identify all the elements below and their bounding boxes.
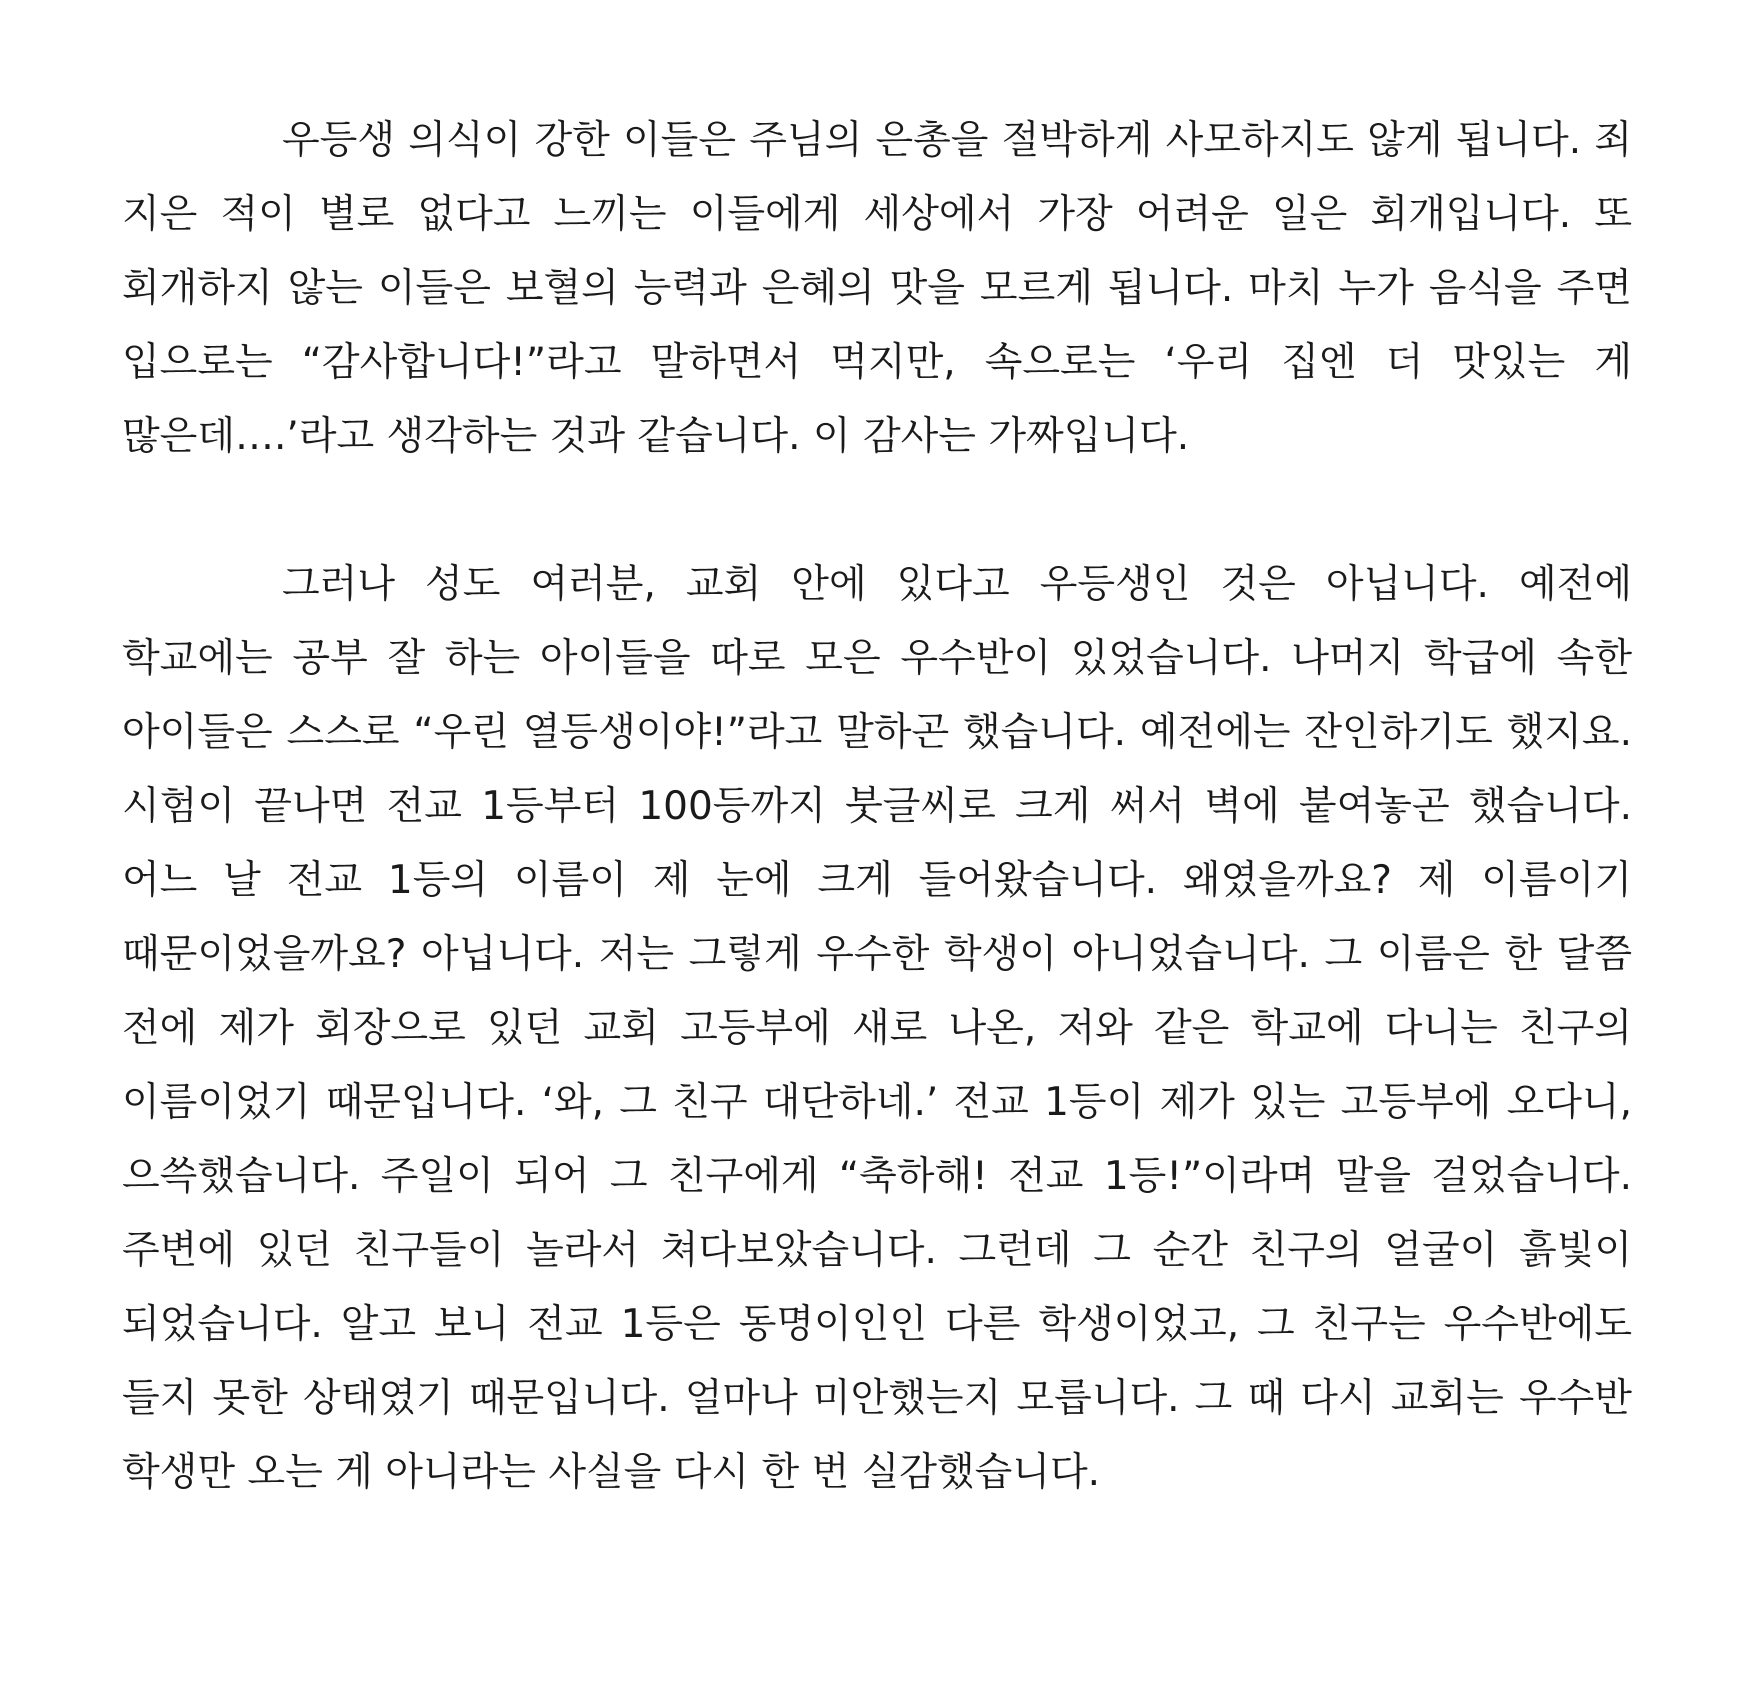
paragraph-2: 그러나 성도 여러분, 교회 안에 있다고 우등생인 것은 아닙니다. 예전에 학교에는 공부 잘 하는 아이들을 따로 모은 우수반이 있었습니다. 나머지 학급에 속한 아이들은 스스로 “우린 열등생이야!”라고 말하곤 했습니다. 예전에는 잔인하기도 했지요. 시험이 끝나면 전교 1등부터 100등까지 붓글씨로 크게 써서 벽에 붙여놓곤 했습니다. 어느 날 전교 1등의 이름이 제 눈에 크게 들어왔습니다. 왜였을까요? 제 이름이기 때문이었을까요? 아닙니다. 저는 그렇게 우수한 학생이 아니었습니다. 그 이름은 한 달쯤 전에 제가 회장으로 있던 교회 고등부에 새로 나온, 저와 같은 학교에 다니는 친구의 이름이었기 때문입니다. ‘와, 그 친구 대단하네.’ 전교 1등이 제가 있는 고등부에 오다니, 으쓱했습니다. 주일이 되어 그 친구에게 “축하해! 전교 1등!”이라며 말을 걸었습니다. 주변에 있던 친구들이 놀라서 쳐다보았습니다. 그런데 그 순간 친구의 얼굴이 흙빛이 되었습니다. 알고 보니 전교 1등은 동명이인인 다른 학생이었고, 그 친구는 우수반에도 들지 못한 상태였기 때문입니다. 얼마나 미안했는지 모릅니다. 그 때 다시 교회는 우수반 학생만 오는 게 아니라는 사실을 다시 한 번 실감했습니다.: [122, 562, 1632, 1495]
paragraph-1: 우등생 의식이 강한 이들은 주님의 은총을 절박하게 사모하지도 않게 됩니다. 죄 지은 적이 별로 없다고 느끼는 이들에게 세상에서 가장 어려운 일은 회개입니다. 또 회개하지 않는 이들은 보혈의 능력과 은혜의 맛을 모르게 됩니다. 마치 누가 음식을 주면 입으로는 “감사합니다!”라고 말하면서 먹지만, 속으로는 ‘우리 집엔 더 맛있는 게 많은데….’라고 생각하는 것과 같습니다. 이 감사는 가짜입니다.: [122, 118, 1632, 459]
document-page: [122, 104, 1632, 1510]
